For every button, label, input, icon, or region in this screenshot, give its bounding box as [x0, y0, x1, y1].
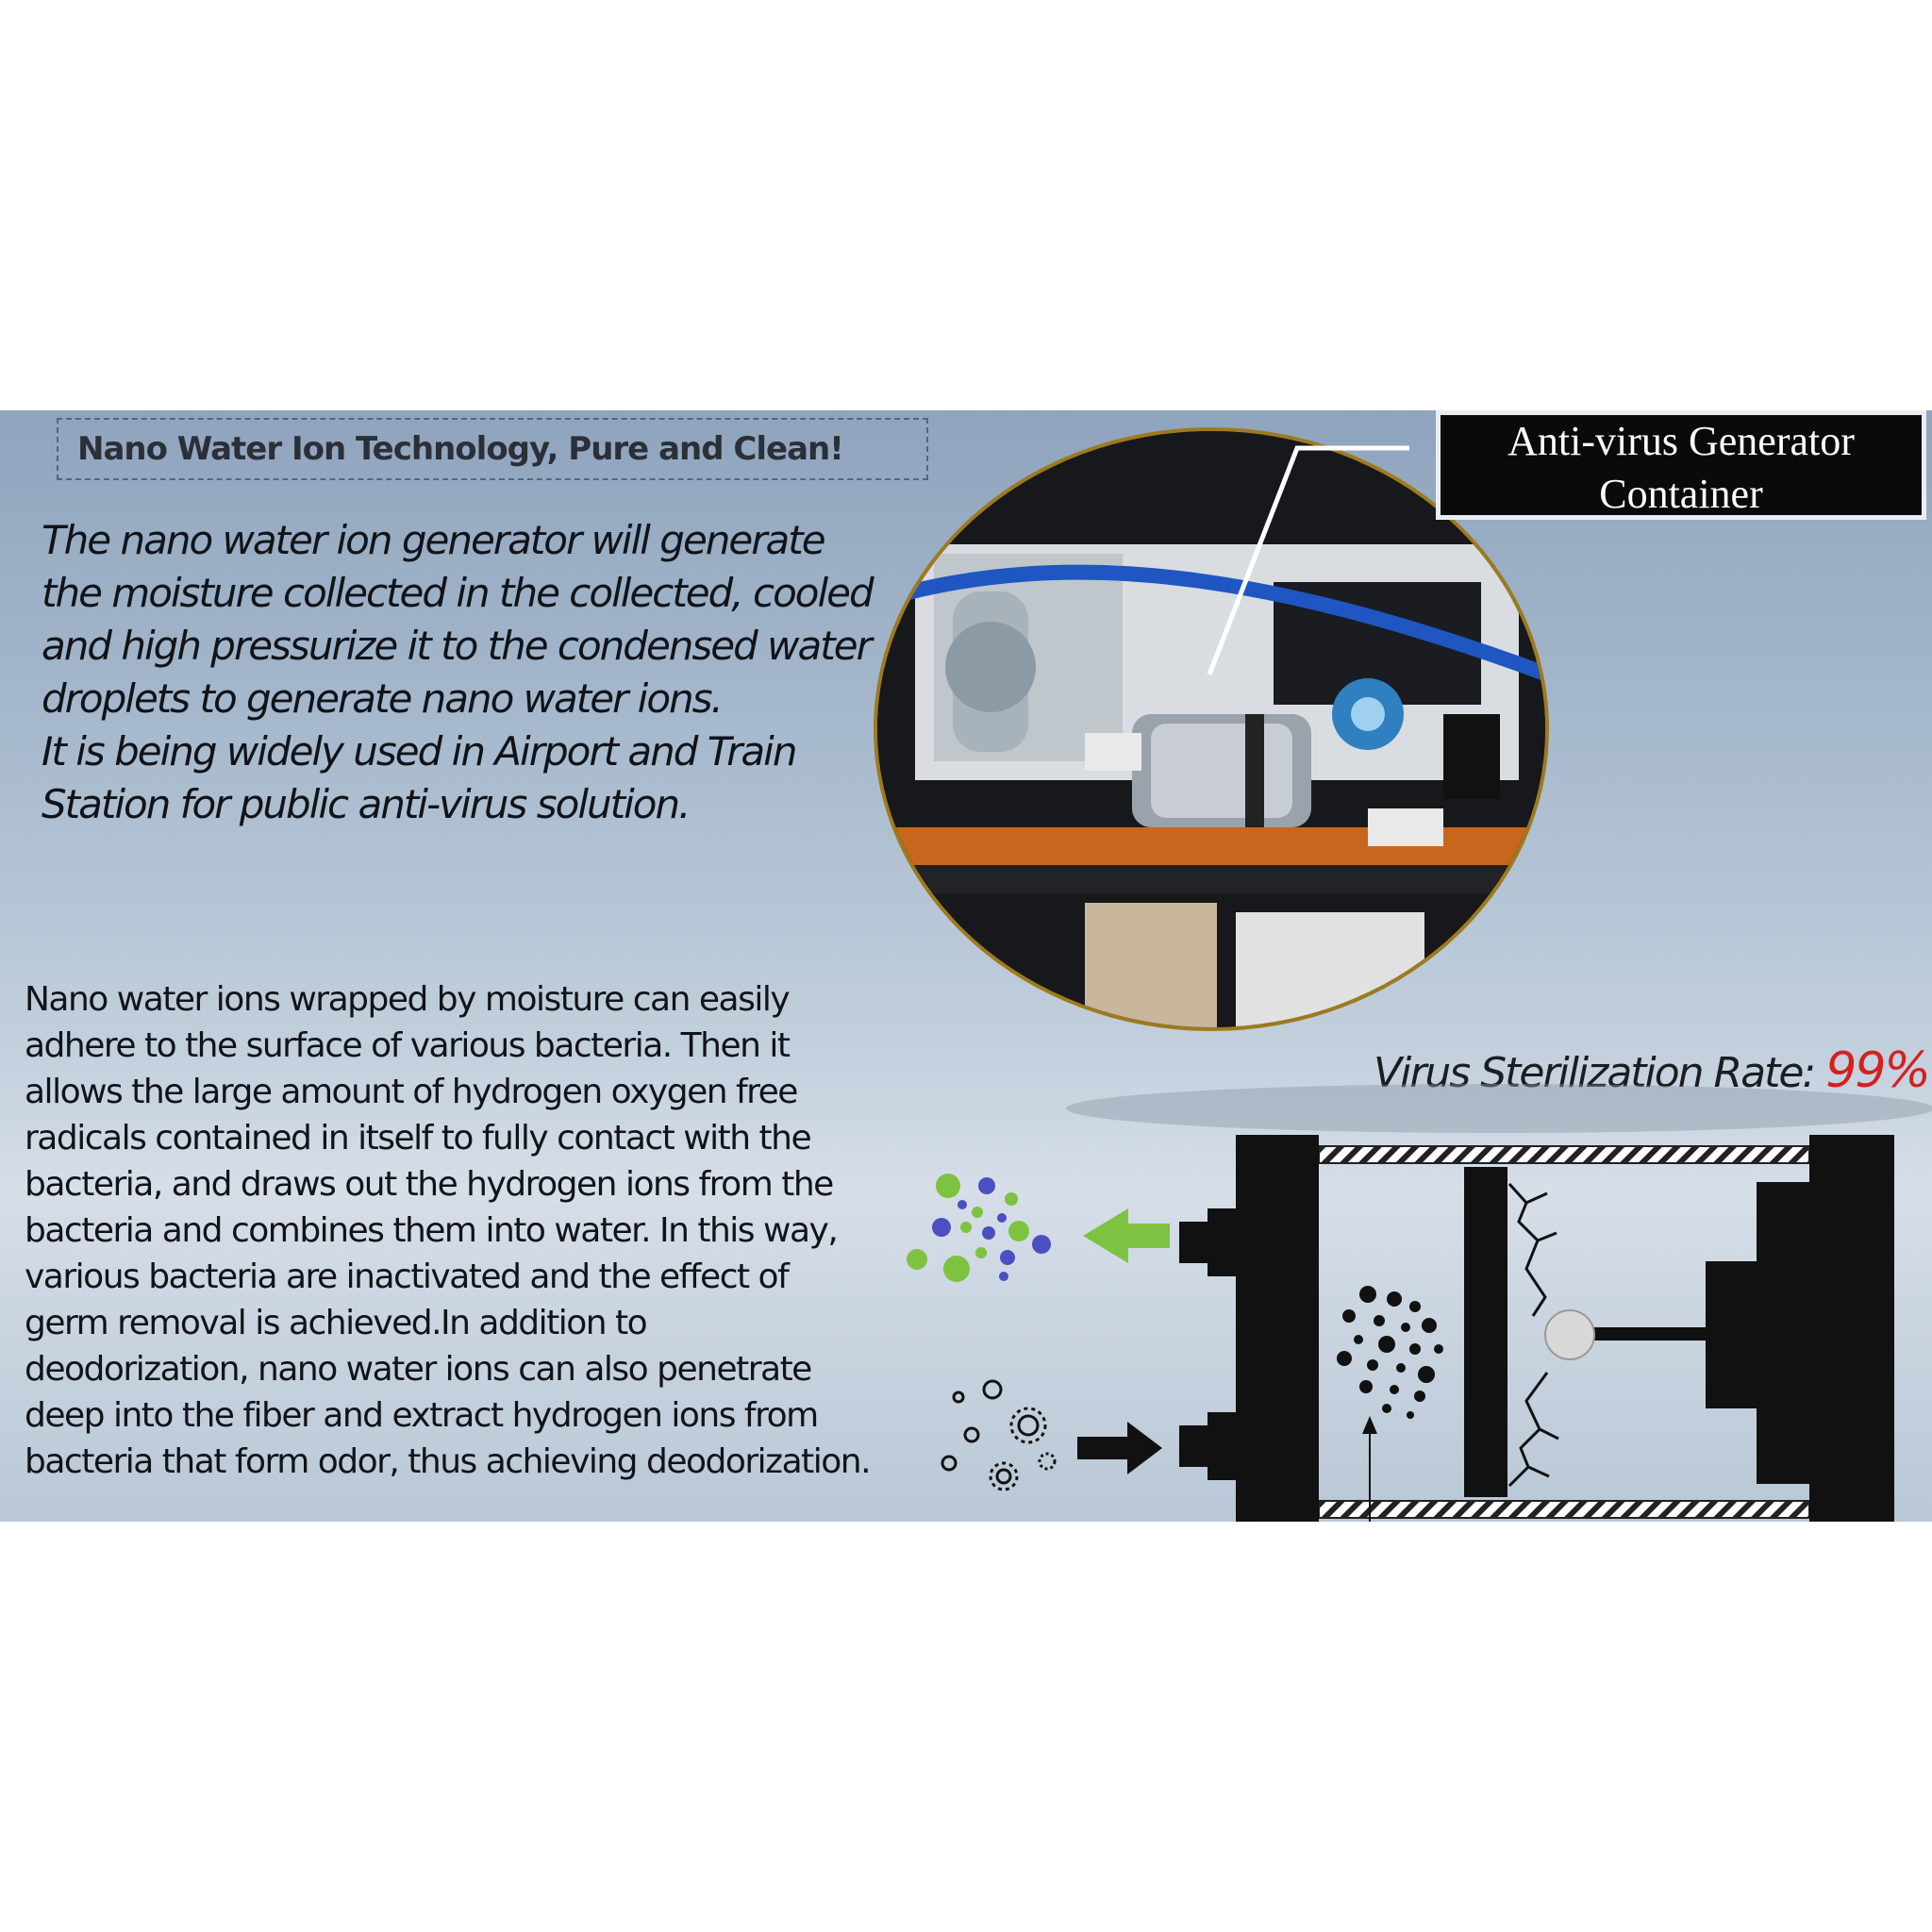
callout-line-2: Container [1599, 471, 1763, 517]
rate-label: Virus Sterilization Rate: [1374, 1049, 1826, 1097]
intro-paragraph-2: It is being widely used in Airport and Train Station for public anti-virus solution. [42, 728, 796, 827]
rate-value: 99% [1825, 1042, 1929, 1099]
intro-paragraph-1: The nano water ion generator will generate the moisture collected in the collected, cooled and high pressurize it to the condensed water droplets to generate nano water ions. [42, 517, 873, 722]
headline-banner: Nano Water Ion Technology, Pure and Clean! [57, 418, 928, 480]
product-info-panel [0, 410, 1932, 1522]
mechanism-diagram [0, 410, 1932, 1522]
detail-paragraph: Nano water ions wrapped by moisture can easily adhere to the surface of various bacteria. Then it allows the large amount of hydrogen oxygen free radicals contained in itself to fully contact with the bacteria, and draws out the hydrogen ions from the bacteria and combines them into water. In this way, various bacteria are inactivated and the effect of germ removal is achieved.In addition to deodorization, nano water ions can also penetrate deep into the fiber and extract hydrogen ions from bacteria that form odor, thus achieving deodorization. [25, 980, 871, 1481]
callout-line-1: Anti-virus Generator [1507, 418, 1855, 464]
